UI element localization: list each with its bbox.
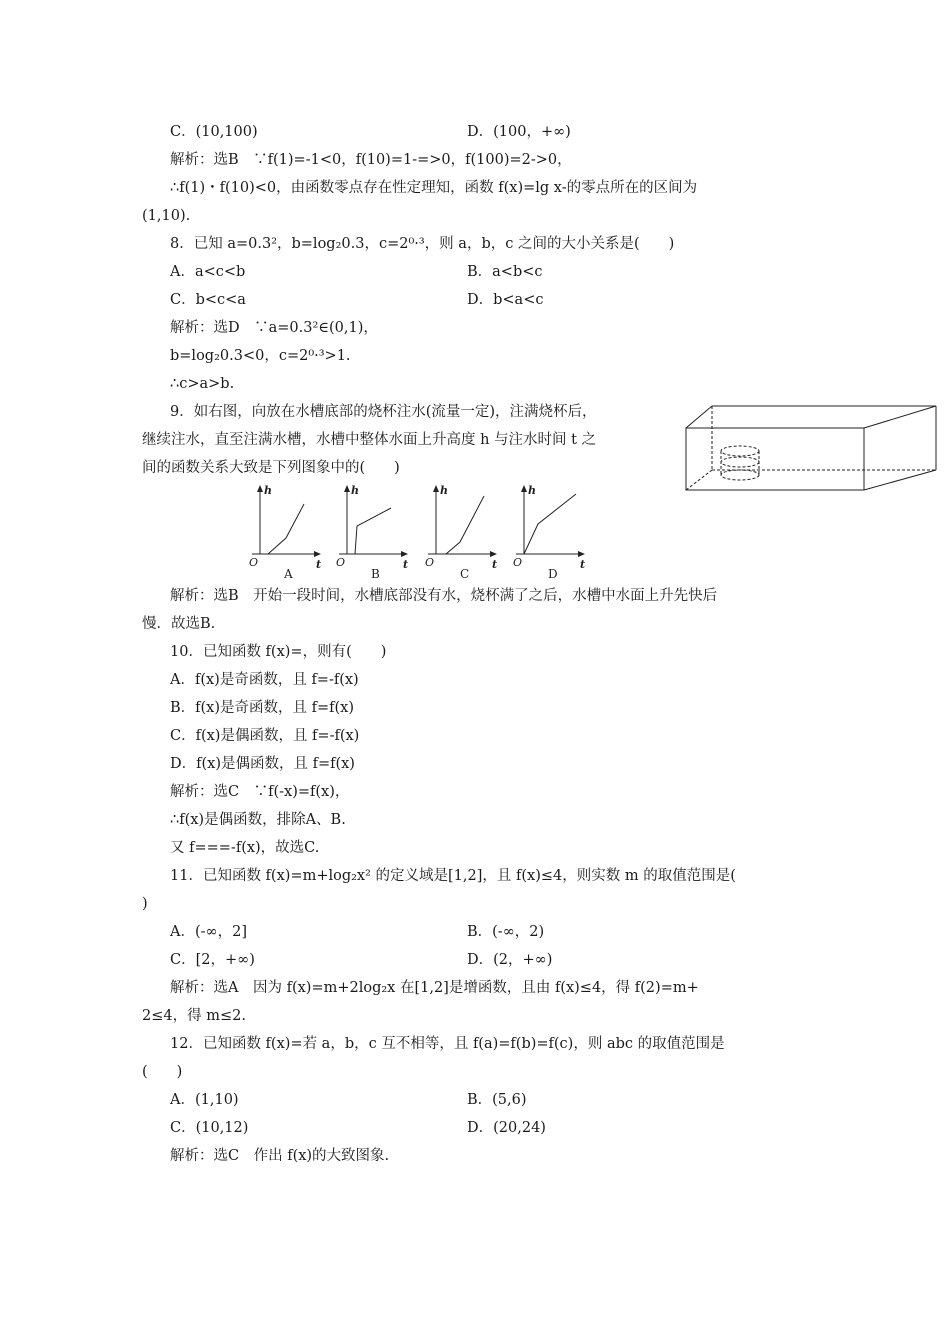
graph-letter: A	[284, 567, 293, 581]
q12-option-d: D．(20,24)	[467, 1120, 546, 1136]
x-arrow	[490, 551, 497, 557]
tank-beaker-figure	[684, 404, 940, 494]
q8-option-c: C．b<c<a	[170, 292, 246, 308]
graph-curve	[347, 508, 391, 554]
graph-letter: D	[548, 567, 558, 581]
q8-option-a: A．a<c<b	[170, 264, 246, 280]
axis-label-t: t	[492, 558, 498, 571]
axis-label-t: t	[580, 558, 586, 571]
y-arrow	[433, 485, 439, 492]
graph-curve	[260, 504, 304, 554]
q11-analysis-line-1: 解析：选A 因为 f(x)=m+2log₂x 在[1,2]是增函数，且由 f(x)≤4，得 f(2)=m+	[170, 980, 699, 996]
origin-label: O	[425, 556, 435, 569]
q9-stem-line-3: 间的函数关系大致是下列图象中的( )	[142, 460, 400, 476]
q10-option-d: D．f(x)是偶函数，且 f=f(x)	[170, 756, 355, 772]
q10-option-b: B．f(x)是奇函数，且 f=f(x)	[170, 700, 354, 716]
x-arrow	[578, 551, 585, 557]
axis-label-h: h	[351, 484, 359, 497]
q8-option-d: D．b<a<c	[467, 292, 544, 308]
graph-a	[249, 484, 321, 581]
q10-option-a: A．f(x)是奇函数，且 f=-f(x)	[170, 672, 359, 688]
graph-b	[336, 484, 408, 581]
axis-label-h: h	[264, 484, 272, 497]
q9-analysis-line-2: 慢．故选B.	[142, 616, 216, 632]
q11-option-c: C．[2，+∞)	[170, 952, 255, 968]
axis-label-t: t	[316, 558, 322, 571]
graph-letter: C	[460, 567, 470, 581]
q11-stem-line-2: )	[142, 896, 148, 912]
q12-stem-line-1: 12．已知函数 f(x)=若 a，b，c 互不相等，且 f(a)=f(b)=f(c)，则 abc 的取值范围是	[170, 1036, 725, 1052]
graph-c	[425, 484, 497, 581]
x-arrow	[401, 551, 408, 557]
q8-stem: 8．已知 a=0.3²，b=log₂0.3，c=2⁰·³，则 a，b，c 之间的大小关系是( )	[170, 236, 675, 252]
q12-option-b: B．(5,6)	[467, 1092, 527, 1108]
y-arrow	[521, 485, 527, 492]
y-arrow	[344, 485, 350, 492]
graph-curve	[436, 496, 484, 554]
q11-option-d: D．(2，+∞)	[467, 952, 553, 968]
q8-analysis-line-2: b=log₂0.3<0，c=2⁰·³>1.	[170, 348, 351, 364]
graph-d	[513, 484, 585, 581]
q12-stem-line-2: ( )	[142, 1064, 183, 1080]
q9-analysis-line-1: 解析：选B 开始一段时间，水槽底部没有水，烧杯满了之后，水槽中水面上升先快后	[170, 588, 718, 604]
origin-label: O	[513, 556, 523, 569]
q7-analysis-line-1: 解析：选B ∵f(1)=-1<0，f(10)=1-=>0，f(100)=2->0，	[170, 152, 572, 168]
q10-analysis-line-3: 又 f===-f(x)，故选C.	[170, 840, 320, 856]
q7-option-d: D．(100，+∞)	[467, 124, 571, 140]
q10-option-c: C．f(x)是偶函数，且 f=-f(x)	[170, 728, 360, 744]
q9-stem-line-2: 继续注水，直至注满水槽，水槽中整体水面上升高度 h 与注水时间 t 之	[142, 432, 597, 448]
axis-label-h: h	[440, 484, 448, 497]
q11-option-a: A．(-∞，2]	[170, 924, 247, 940]
origin-label: O	[336, 556, 346, 569]
answer-graphs	[240, 482, 600, 582]
q10-analysis-line-2: ∴f(x)是偶函数，排除A、B.	[170, 812, 346, 828]
q7-analysis-line-3: (1,10).	[142, 208, 191, 224]
q12-option-c: C．(10,12)	[170, 1120, 249, 1136]
q12-analysis-line-1: 解析：选C 作出 f(x)的大致图象.	[170, 1148, 390, 1164]
axis-label-t: t	[403, 558, 409, 571]
q7-analysis-line-2: ∴f(1)・f(10)<0，由函数零点存在性定理知，函数 f(x)=lg x-的零点所在的区间为	[170, 180, 698, 196]
q11-option-b: B．(-∞，2)	[467, 924, 545, 940]
q8-option-b: B．a<b<c	[467, 264, 543, 280]
q11-analysis-line-2: 2≤4，得 m≤2.	[142, 1008, 246, 1024]
y-arrow	[257, 485, 263, 492]
graph-curve	[524, 494, 576, 554]
q12-option-a: A．(1,10)	[170, 1092, 239, 1108]
axis-label-h: h	[528, 484, 536, 497]
q7-option-c: C．(10,100)	[170, 124, 258, 140]
q10-analysis-line-1: 解析：选C ∵f(-x)=f(x)，	[170, 784, 350, 800]
q8-analysis-line-3: ∴c>a>b.	[170, 376, 235, 392]
origin-label: O	[249, 556, 259, 569]
graph-letter: B	[371, 567, 380, 581]
q11-stem-line-1: 11．已知函数 f(x)=m+log₂x² 的定义域是[1,2]，且 f(x)≤4，则实数 m 的取值范围是(	[170, 868, 736, 884]
x-arrow	[314, 551, 321, 557]
q9-stem-line-1: 9．如右图，向放在水槽底部的烧杯注水(流量一定)，注满烧杯后，	[170, 404, 597, 420]
q8-analysis-line-1: 解析：选D ∵a=0.3²∈(0,1)，	[170, 320, 378, 336]
q10-stem: 10．已知函数 f(x)=，则有( )	[170, 644, 387, 660]
